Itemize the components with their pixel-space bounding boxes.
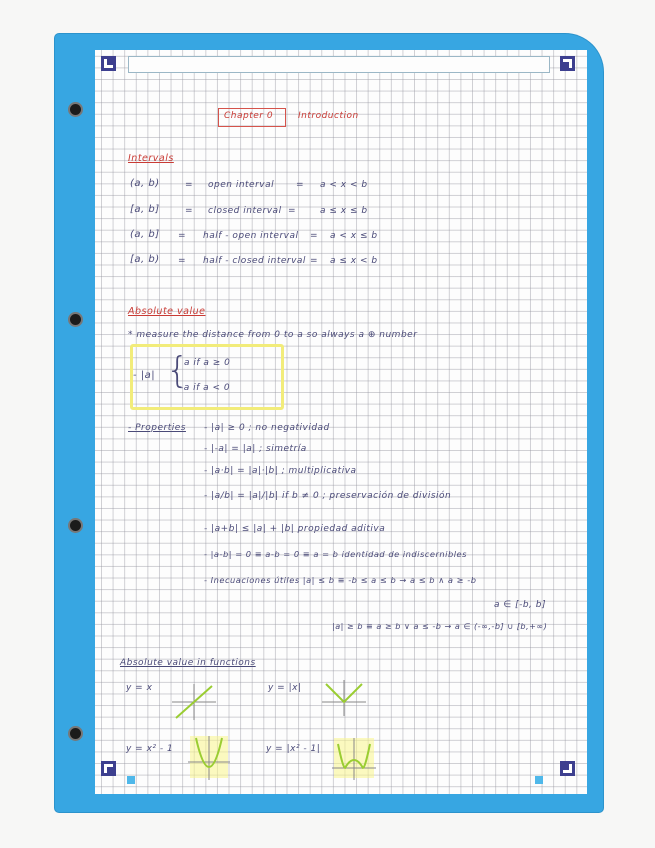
property-item: - |a·b| = |a|·|b| ; multiplicativa bbox=[204, 466, 357, 476]
property-item: a ∈ [-b, b] bbox=[494, 600, 546, 610]
absolute-value-heading: Absolute value bbox=[128, 306, 206, 317]
square-mark-icon bbox=[127, 776, 135, 784]
chapter-title: Introduction bbox=[298, 111, 359, 121]
function-label: y = x bbox=[126, 683, 153, 693]
interval-inequality: a < x ≤ b bbox=[330, 231, 378, 241]
corner-mark-icon bbox=[560, 56, 575, 71]
interval-notation: [a, b] bbox=[130, 204, 160, 215]
property-item: - |a-b| = 0 ≡ a-b = 0 ≡ a = b identidad de indiscernibles bbox=[204, 549, 467, 559]
graph-parabola bbox=[188, 736, 230, 780]
interval-name: half - closed interval bbox=[203, 256, 306, 266]
function-label: y = x² - 1 bbox=[126, 744, 174, 754]
graph-identity bbox=[172, 684, 216, 720]
corner-mark-icon bbox=[101, 761, 116, 776]
functions-heading: Absolute value in functions bbox=[120, 658, 256, 668]
punch-hole-icon bbox=[70, 104, 81, 115]
chapter-number: Chapter 0 bbox=[224, 111, 274, 121]
square-mark-icon bbox=[535, 776, 543, 784]
punch-hole-icon bbox=[70, 314, 81, 325]
interval-inequality: a ≤ x ≤ b bbox=[320, 206, 368, 216]
intervals-heading: Intervals bbox=[128, 153, 174, 164]
function-label: y = |x| bbox=[268, 683, 302, 693]
property-item: - Inecuaciones útiles |a| ≤ b ≡ -b ≤ a ≤ b → a ≤ b ∧ a ≥ -b bbox=[204, 575, 477, 585]
interval-notation: [a, b) bbox=[130, 254, 160, 265]
abs-case-positive: a if a ≥ 0 bbox=[184, 358, 231, 368]
equals-sign: = bbox=[310, 256, 319, 266]
absolute-value-note: * measure the distance from 0 to a so always a ⊕ number bbox=[128, 330, 418, 340]
corner-mark-icon bbox=[560, 761, 575, 776]
equals-sign: = bbox=[178, 256, 187, 266]
header-line bbox=[128, 56, 550, 73]
properties-label: - Properties bbox=[128, 423, 186, 433]
equals-sign: = bbox=[185, 206, 194, 216]
property-item: - |-a| = |a| ; simetría bbox=[204, 444, 307, 454]
interval-notation: (a, b] bbox=[130, 229, 160, 240]
equals-sign: = bbox=[178, 231, 187, 241]
equals-sign: = bbox=[288, 206, 297, 216]
property-item: - |a/b| = |a|/|b| if b ≠ 0 ; preservación de división bbox=[204, 491, 452, 501]
graph-abs-parabola bbox=[332, 738, 376, 780]
interval-inequality: a ≤ x < b bbox=[330, 256, 378, 266]
interval-inequality: a < x < b bbox=[320, 180, 368, 190]
interval-name: open interval bbox=[208, 180, 275, 190]
graph-absolute bbox=[322, 680, 366, 716]
punch-hole-icon bbox=[70, 728, 81, 739]
interval-name: closed interval bbox=[208, 206, 282, 216]
interval-notation: (a, b) bbox=[130, 178, 160, 189]
equals-sign: = bbox=[310, 231, 319, 241]
equals-sign: = bbox=[185, 180, 194, 190]
function-label: y = |x² - 1| bbox=[266, 744, 321, 754]
brace-icon: { bbox=[166, 350, 190, 391]
property-item: - |a+b| ≤ |a| + |b| propiedad aditiva bbox=[204, 524, 386, 534]
equals-sign: = bbox=[296, 180, 305, 190]
abs-symbol: |a| bbox=[140, 370, 156, 381]
property-item: - |a| ≥ 0 ; no negatividad bbox=[204, 423, 330, 433]
corner-mark-icon bbox=[101, 56, 116, 71]
interval-name: half - open interval bbox=[203, 231, 299, 241]
property-item: |a| ≥ b ≡ a ≥ b ∨ a ≤ -b → a ∈ (-∞,-b] ∪ [b,+∞) bbox=[332, 621, 548, 631]
abs-case-negative: -a if a < 0 bbox=[180, 383, 231, 393]
abs-definition-lhs: - |a| bbox=[133, 370, 156, 381]
punch-hole-icon bbox=[70, 520, 81, 531]
